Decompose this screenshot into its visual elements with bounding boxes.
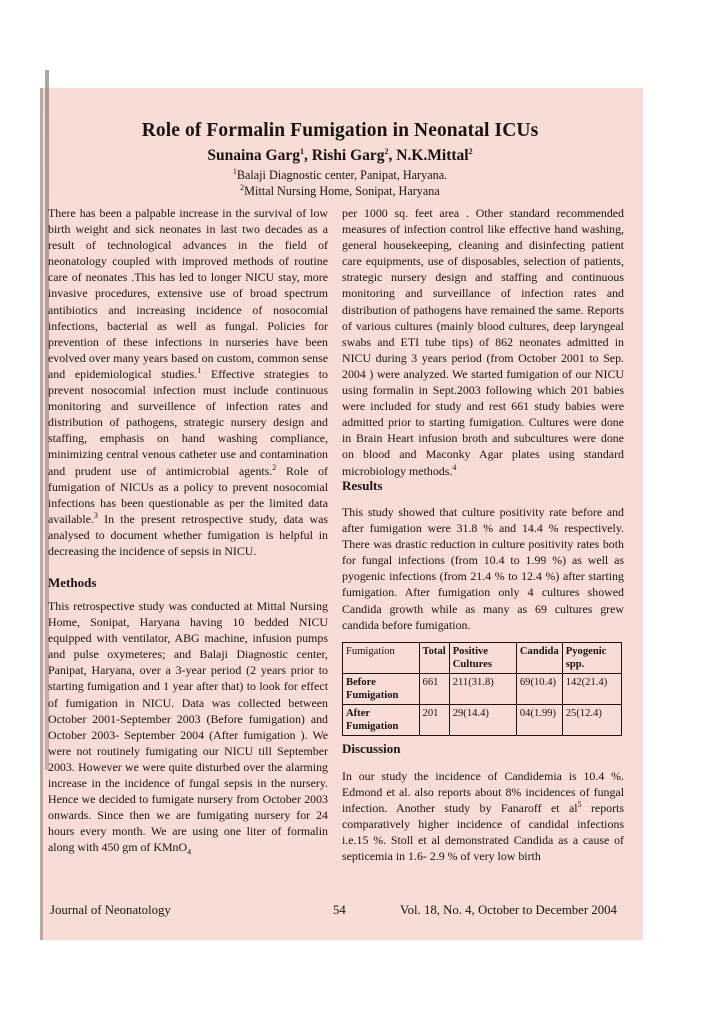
affiliation-marker: 1 xyxy=(300,146,304,156)
intro-paragraph: There has been a palpable increase in the survival of low birth weight and sick neonates in last two decades as a result of technological advances in the field of neonatology coupled with improved methods of routine care of neonates .This has led to longer NICU stay, more invasive procedures, extensive use of broad spectrum antibiotics and increasing incidence of nosocomial infections, bacterial as well as fungal. Policies for prevention of these infections in nurseries have been evolved over many years based on custom, common sense and epidemiological studies.$^1$ Effective strategies to prevent nosocomial infection must include continuous monitoring and surveillence of infection rates and distribution of pathogens, strategic nursery design and staffing, emphasis on hand washing compliance, minimizing central venous catheter use and contamination and prudent use of antimicrobial agents.$^2$ Role of fumigation of NICUs as a policy to prevent nosocomial infections has been questionable as per the limited data available.$^3$ In the present retrospective study, data was analysed to document whether fumigation is helpful in decreasing the incidence of sepsis in NICU. xyxy=(48,206,328,558)
table-cell: 661 xyxy=(419,674,449,705)
author-name: Sunaina Garg xyxy=(207,147,300,164)
table-header: Pyogenic spp. xyxy=(562,643,621,674)
author-list: Sunaina Garg$^1$, Rishi Garg$^2$, N.K.Mittal$^2$ xyxy=(207,146,473,164)
affiliation-marker: 2 xyxy=(384,146,389,156)
affiliation-marker: 2 xyxy=(468,146,473,156)
author-name: N.K.Mittal xyxy=(396,147,469,164)
table-header-row xyxy=(343,643,622,674)
results-heading: Results xyxy=(342,478,383,493)
article-title: Role of Formalin Fumigation in Neonatal ICUs xyxy=(141,120,539,141)
table-cell: 25(12.4) xyxy=(562,705,621,736)
discussion-paragraph: In our study the incidence of Candidemia is 10.4 %. Edmond et al. also reports about 8% incidences of fungal infection. Another study by Fanaroff et $al^5$ reports comparatively higher incidence of candidal infections i.e.15 %. Stoll et al demonstrated Candida as a cause of septicemia in 1.6- 2.9 % of very low birth xyxy=(342,769,624,864)
methods-heading: Methods xyxy=(48,575,97,590)
table-cell: 201 xyxy=(419,705,449,736)
table-row xyxy=(343,705,622,736)
table-cell: 29(14.4) xyxy=(449,705,516,736)
affiliation-1: $^1$Balaji Diagnostic center, Panipat, Haryana. xyxy=(232,166,448,182)
table-header: Positive Cultures xyxy=(449,643,516,674)
discussion-heading: Discussion xyxy=(342,741,401,756)
journal-name: Journal of Neonatology xyxy=(50,903,171,917)
table-header: Candida xyxy=(516,643,562,674)
fumigation-table xyxy=(342,642,622,736)
table-cell: 142(21.4) xyxy=(562,674,621,705)
table-cell: After Fumigation xyxy=(343,705,420,736)
table-cell: Before Fumigation xyxy=(343,674,420,705)
table-cell: 69(10.4) xyxy=(516,674,562,705)
table-header: Total xyxy=(419,643,449,674)
author-name: Rishi Garg xyxy=(311,147,385,164)
issue-info: Vol. 18, No. 4, October to December 2004 xyxy=(400,903,617,917)
table-cell: 04(1.99) xyxy=(516,705,562,736)
table-header: Fumigation xyxy=(343,643,420,674)
results-paragraph: This study showed that culture positivity rate before and after fumigation were 31.8 % and 14.4 % respectively. There was drastic reduction in culture positivity rates both for fungal infections (from 10.4 to 1.99 %) as well as pyogenic infections (from 21.4 % to 12.4 %) after starting fumigation. After fumigation only 4 cultures showed Candida growth while as many as 69 cultures grew candida before fumigation. xyxy=(342,505,624,632)
table-cell: 211(31.8) xyxy=(449,674,516,705)
methods-continued-paragraph: per 1000 sq. feet area . Other standard recommended measures of infection control like effective hand washing, general housekeeping, cleaning and disinfecting patient care equipments, use of disposables, selection of patients, strategic nursery design and staffing and continuous monitoring and surveillance of infection rates and distribution of pathogens have remained the same. Reports of various cultures (mainly blood cultures, deep laryngeal swabs and ETI tube tips) of 862 neonates admitted in NICU during 3 years period (from October 2001 to Sep. 2004 ) were analyzed. We started fumigation of our NICU using formalin in Sept.2003 following which 201 babies were included for study and rest 661 study babies were admitted prior to starting fumigation. Cultures were done in Brain Heart infusion broth and subcultures were done on blood and Maconky Agar plates using standard microbiology methods.$^4$ xyxy=(342,206,624,478)
affiliation-2: $^2$Mittal Nursing Home, Sonipat, Haryana xyxy=(240,182,440,198)
methods-paragraph: This retrospective study was conducted at Mittal Nursing Home, Sonipat, Haryana having 10 bedded NICU equipped with ventilator, ABG machine, infusion pumps and pulse oxymeteres; and Balaji Diagnostic center, Panipat, Haryana, over a 3-year period (2 years prior to starting fumigation and 1 year after that) to look for effect of fumigation in NICU. Data was collected between October 2001-September 2003 (Before fumigation) and October 2003- September 2004 (After fumigation ). We were not routinely fumigating our NICU till September 2003. However we were quite disturbed over the alarming increase in the incidence of fungal sepsis in the nursery. Hence we decided to fumigate nursery from October 2003 onwards. Since then we are fumigating nursery for 24 hours every month. We are using one liter of formalin along with 450 gm of KMnO$_4$ xyxy=(48,599,328,857)
table-row xyxy=(343,674,622,705)
page-number: 54 xyxy=(333,903,346,917)
